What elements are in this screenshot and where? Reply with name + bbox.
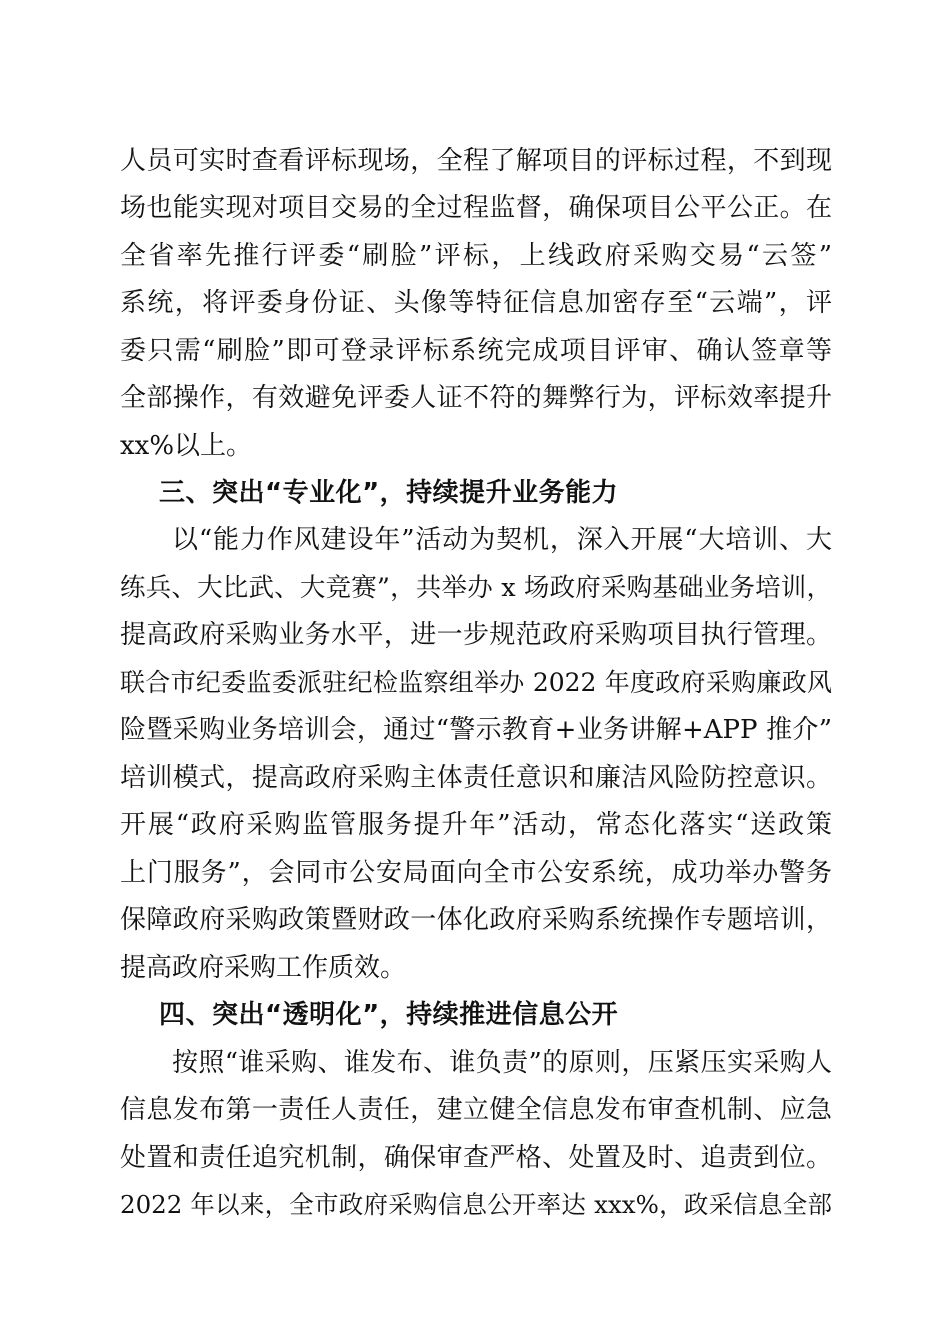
paragraph-line: xx%以上。 <box>120 431 253 461</box>
paragraph-line: 险暨采购业务培训会，通过“警示教育+业务讲解+APP 推介” <box>120 715 832 745</box>
paragraph-line: 处置和责任追究机制，确保审查严格、处置及时、追责到位。 <box>120 1143 832 1173</box>
paragraph-line: 保障政府采购政策暨财政一体化政府采购系统操作专题培训， <box>120 905 832 935</box>
paragraph-line: 全部操作，有效避免评委人证不符的舞弊行为，评标效率提升 <box>120 383 832 413</box>
paragraph-line: 提高政府采购工作质效。 <box>120 953 407 983</box>
paragraph-line: 2022 年以来，全市政府采购信息公开率达 xxx%，政采信息全部 <box>120 1190 832 1219</box>
paragraph-line: 联合市纪委监委派驻纪检监察组举办 2022 年度政府采购廉政风 <box>120 668 832 697</box>
paragraph-line: 上门服务”，会同市公安局面向全市公安系统，成功举办警务 <box>120 858 832 888</box>
paragraph-line: 培训模式，提高政府采购主体责任意识和廉洁风险防控意识。 <box>120 763 832 793</box>
paragraph-line: 提高政府采购业务水平，进一步规范政府采购项目执行管理。 <box>120 620 832 650</box>
paragraph-line: 人员可实时查看评标现场，全程了解项目的评标过程，不到现 <box>120 146 832 176</box>
section-heading: 四、突出“透明化”，持续推进信息公开 <box>159 1000 619 1030</box>
paragraph-line: 信息发布第一责任人责任，建立健全信息发布审查机制、应急 <box>120 1095 832 1125</box>
paragraph-line: 委只需“刷脸”即可登录评标系统完成项目评审、确认签章等 <box>120 336 832 366</box>
paragraph-line: 全省率先推行评委“刷脸”评标，上线政府采购交易“云签” <box>120 241 832 271</box>
paragraph-line: 按照“谁采购、谁发布、谁负责”的原则，压紧压实采购人 <box>172 1048 832 1078</box>
section-heading: 三、突出“专业化”，持续提升业务能力 <box>159 478 619 508</box>
paragraph-line: 系统，将评委身份证、头像等特征信息加密存至“云端”，评 <box>120 288 832 318</box>
paragraph-line: 开展“政府采购监管服务提升年”活动，常态化落实“送政策 <box>120 810 832 840</box>
paragraph-line: 以“能力作风建设年”活动为契机，深入开展“大培训、大 <box>172 525 832 555</box>
paragraph-line: 场也能实现对项目交易的全过程监督，确保项目公平公正。在 <box>120 193 832 223</box>
paragraph-line: 练兵、大比武、大竞赛”，共举办 x 场政府采购基础业务培训， <box>120 573 832 603</box>
